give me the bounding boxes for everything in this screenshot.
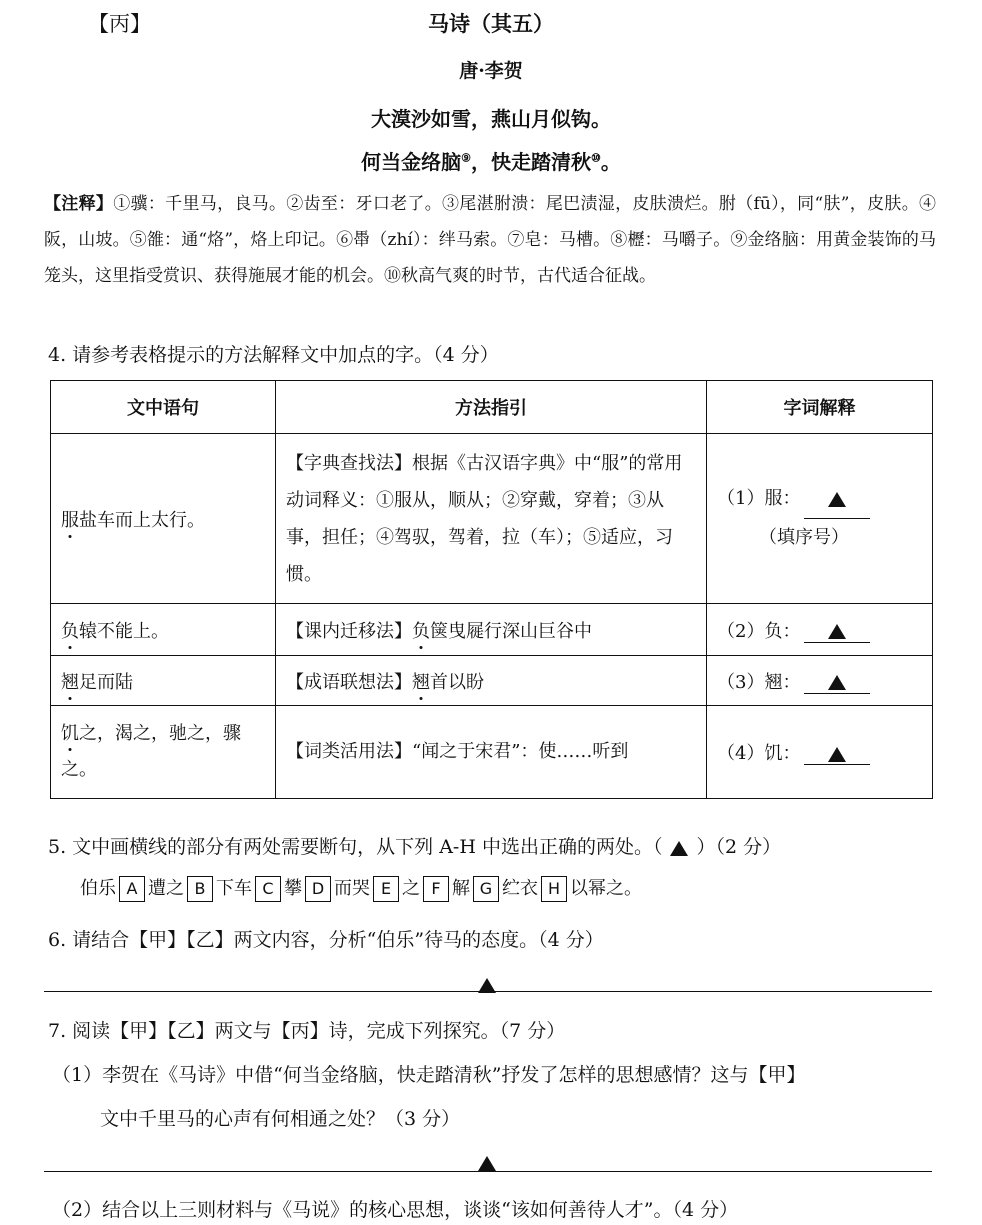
option-box[interactable]: C <box>255 876 281 902</box>
sentence-break-options: 伯乐 A 遭之 B 下车 C 攀 D 而哭 E 之 F 解 G 纻衣 H 以幂之。 <box>80 874 642 902</box>
annotations-label: 【注释】 <box>44 194 114 214</box>
table-row <box>51 434 933 604</box>
method-cell: 【成语联想法】翘首以盼 <box>276 656 707 706</box>
answer-blank[interactable] <box>804 743 870 765</box>
option-box[interactable]: A <box>119 876 145 902</box>
question-6: 6. 请结合【甲】【乙】两文内容，分析“伯乐”待马的态度。（4 分） <box>48 929 604 951</box>
method-cell: 【字典查找法】根据《古汉语字典》中“服”的常用动词释义：①服从，顺从；②穿戴，穿着；③从事，担任；④驾驭，驾着，拉（车）；⑤适应，习惯。 <box>276 434 707 604</box>
answer-blank[interactable] <box>804 672 870 694</box>
question-7: 7. 阅读【甲】【乙】两文与【丙】诗，完成下列探究。（7 分） <box>48 1020 566 1042</box>
triangle-icon <box>828 675 846 690</box>
method-cell: 【课内迁移法】负箧曳屣行深山巨谷中 <box>276 604 707 656</box>
table-header: 文中语句 <box>51 381 276 434</box>
question-7-part-2: （2）结合以上三则材料与《马说》的核心思想，谈谈“该如何善待人才”。（4 分） <box>52 1199 739 1221</box>
option-box[interactable]: E <box>373 876 399 902</box>
poem-author: 唐·李贺 <box>459 60 523 82</box>
triangle-icon <box>828 624 846 639</box>
answer-cell: （2）负： <box>707 604 933 656</box>
table-row <box>51 706 933 799</box>
table-header: 方法指引 <box>276 381 707 434</box>
section-tag: 【丙】 <box>88 12 151 36</box>
triangle-icon <box>670 841 688 856</box>
answer-cell: （1）服： （填序号） <box>707 434 933 604</box>
sentence-cell: 翘足而陆 <box>51 656 276 706</box>
answer-cell: （3）翘： <box>707 656 933 706</box>
option-box[interactable]: F <box>423 876 449 902</box>
answer-blank[interactable] <box>804 621 870 643</box>
triangle-icon <box>828 492 846 507</box>
poem-line-1: 大漠沙如雪，燕山月似钩。 <box>371 107 611 131</box>
annotations-text: ①骥：千里马，良马。②齿至：牙口老了。③尾湛胕溃：尾巴渍湿，皮肤溃烂。胕（fū），同“肤”，皮肤。④阪，山坡。⑤雒：通“烙”，烙上印记。⑥馽（zhí）：绊马索。⑦皂：马槽。⑧櫪：马嚼子。⑨金络脑：用黄金装饰的马笼头，这里指受赏识、获得施展才能的机会。⑩秋高气爽的时节，古代适合征战。 <box>44 194 937 286</box>
table-header-row <box>51 381 933 434</box>
answer-cell: （4）饥： <box>707 706 933 799</box>
answer-line[interactable] <box>44 991 932 992</box>
answer-line[interactable] <box>44 1171 932 1172</box>
option-box[interactable]: B <box>187 876 213 902</box>
question-7-part-1: （1）李贺在《马诗》中借“何当金络脑，快走踏清秋”抒发了怎样的思想感情？这与【甲】 <box>52 1064 806 1086</box>
method-cell: 【词类活用法】“闻之于宋君”：使……听到 <box>276 706 707 799</box>
poem-title: 马诗（其五） <box>428 11 554 36</box>
option-box[interactable]: D <box>305 876 331 902</box>
sentence-cell: 服盐车而上太行。 <box>51 434 276 604</box>
option-box[interactable]: G <box>473 876 499 902</box>
question-4: 4. 请参考表格提示的方法解释文中加点的字。（4 分） <box>48 344 499 366</box>
sentence-cell: 饥之，渴之，驰之，骤之。 <box>51 706 276 799</box>
vocabulary-table <box>50 380 933 799</box>
poem-line-2: 何当金络脑⑨，快走踏清秋⑩。 <box>361 150 621 174</box>
table-row <box>51 604 933 656</box>
table-row <box>51 656 933 706</box>
question-5: 5. 文中画横线的部分有两处需要断句，从下列 A-H 中选出正确的两处。（ ）（2 分） <box>48 836 782 858</box>
option-box[interactable]: H <box>541 876 567 902</box>
triangle-icon <box>828 747 846 762</box>
question-7-part-1-cont: 文中千里马的心声有何相通之处？（3 分） <box>100 1108 461 1130</box>
sentence-cell: 负辕不能上。 <box>51 604 276 656</box>
triangle-icon <box>478 1153 496 1172</box>
annotations <box>44 186 936 294</box>
table-header: 字词解释 <box>707 381 933 434</box>
answer-blank[interactable] <box>804 480 870 519</box>
